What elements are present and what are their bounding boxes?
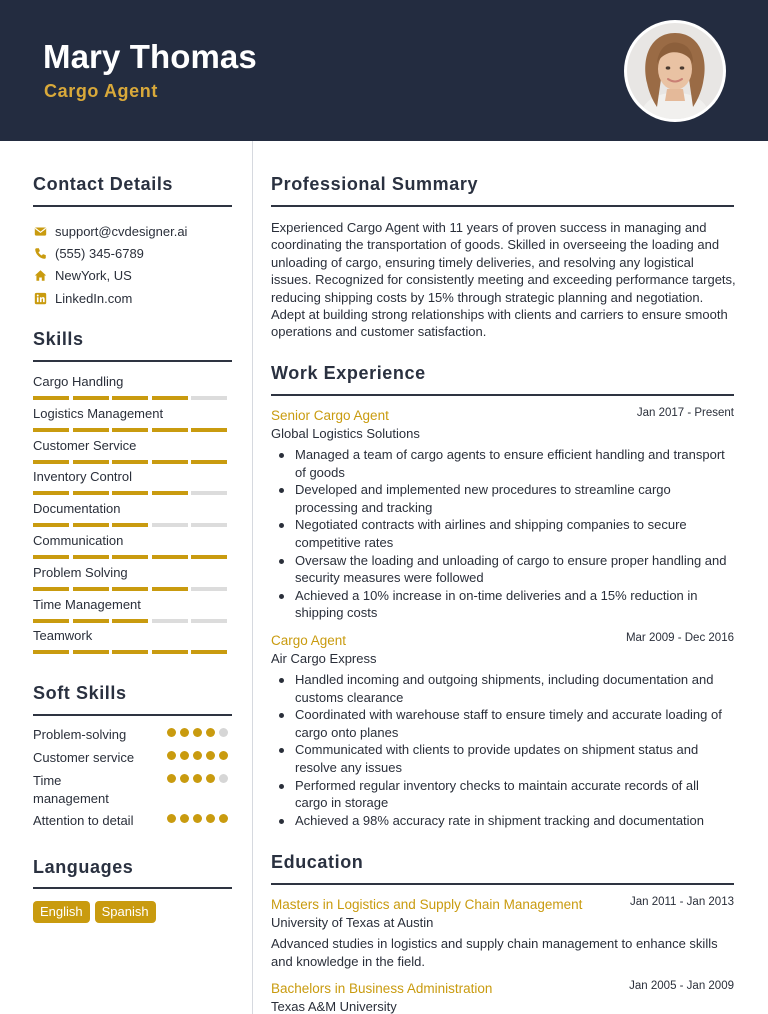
skill-level-segment — [112, 396, 148, 400]
soft-skill-name: Attention to detail — [33, 813, 134, 828]
job-date: Mar 2009 - Dec 2016 — [625, 632, 734, 644]
skill-level-segment — [152, 555, 188, 559]
list-item: Oversaw the loading and unloading of cargo to ensure proper handling and security measures were followed — [295, 552, 734, 587]
rating-dot — [167, 814, 176, 823]
skill-level-segment — [33, 428, 69, 432]
skill-level-segment — [152, 460, 188, 464]
skill-level-bar — [33, 587, 233, 591]
avatar — [627, 23, 723, 119]
language-badge: Spanish — [95, 901, 156, 923]
soft-skill-rating — [167, 728, 232, 737]
education-degree: Masters in Logistics and Supply Chain Management — [271, 897, 583, 912]
skill-level-segment — [73, 555, 109, 559]
rating-dot — [219, 814, 228, 823]
skill-level-segment — [191, 555, 227, 559]
skill-level-segment — [112, 491, 148, 495]
contact-heading-rule — [33, 205, 232, 207]
skill-level-segment — [33, 396, 69, 400]
skill-level-segment — [73, 650, 109, 654]
contact-linkedin[interactable] — [33, 287, 233, 309]
soft-skill-item — [33, 749, 233, 767]
job-date: Jan 2017 - Present — [636, 407, 734, 419]
skill-item — [33, 628, 233, 660]
skill-item — [33, 374, 233, 406]
candidate-name: Mary Thomas — [43, 38, 257, 75]
education-description: Advanced studies in logistics and supply chain management to enhance skills and knowledge in the field. — [271, 936, 718, 969]
education-entry — [271, 896, 734, 971]
summary-text: Experienced Cargo Agent with 11 years of proven success in managing and coordinating the transportation of goods. Skilled in overseeing the loading and unloading of cargo, ensuring timely deliveries, and resolving any logistical issues. Recognized for consistently meeting and exceeding performance targets, reducing shipping costs by 15% through strategic planning and negotiation. Adept at building strong relationships with clients and carriers to ensure smooth operations and customer satisfaction. — [271, 220, 736, 340]
list-item: Achieved a 10% increase in on-time deliveries and a 15% reduction in shipping costs — [295, 587, 734, 622]
soft-skill-name: Problem-solving — [33, 727, 127, 742]
education-school: Texas A&M University — [271, 999, 397, 1014]
list-item: Coordinated with warehouse staff to ensure timely and accurate loading of cargo onto planes — [295, 706, 734, 741]
skill-level-segment — [191, 396, 227, 400]
soft-skill-name: Time management — [33, 773, 109, 806]
contact-phone[interactable] — [33, 242, 233, 264]
languages-heading-rule — [33, 887, 232, 889]
list-item: Communicated with clients to provide updates on shipment status and resolve any issues — [295, 741, 734, 776]
skill-level-segment — [152, 619, 188, 623]
rating-dot — [167, 751, 176, 760]
list-item: Performed regular inventory checks to maintain accurate records of all cargo in storage — [295, 777, 734, 812]
soft-skill-item — [33, 726, 233, 744]
skill-name: Teamwork — [33, 628, 93, 644]
skill-level-bar — [33, 555, 233, 559]
rating-dot — [219, 774, 228, 783]
contact-list — [33, 220, 233, 309]
skill-level-segment — [73, 428, 109, 432]
skill-level-segment — [112, 460, 148, 464]
skill-item — [33, 565, 233, 597]
rating-dot — [180, 814, 189, 823]
summary-heading-rule — [271, 205, 734, 207]
contact-heading: Contact Details — [33, 174, 174, 194]
summary-heading: Professional Summary — [271, 174, 479, 194]
soft-skills-heading: Soft Skills — [33, 683, 127, 703]
experience-heading: Work Experience — [271, 363, 426, 383]
skill-level-segment — [73, 491, 109, 495]
skill-level-segment — [191, 650, 227, 654]
skills-heading-rule — [33, 360, 232, 362]
skill-level-segment — [33, 619, 69, 623]
skill-item — [33, 533, 233, 565]
linkedin-icon — [33, 291, 47, 305]
skill-level-segment — [33, 555, 69, 559]
skill-item — [33, 406, 233, 438]
rating-dot — [219, 728, 228, 737]
education-school: University of Texas at Austin — [271, 915, 434, 930]
education-degree: Bachelors in Business Administration — [271, 981, 493, 996]
skill-name: Cargo Handling — [33, 374, 124, 389]
skill-level-segment — [112, 555, 148, 559]
rating-dot — [193, 751, 202, 760]
rating-dot — [167, 728, 176, 737]
contact-email[interactable] — [33, 220, 233, 242]
skill-level-bar — [33, 396, 233, 400]
skill-level-segment — [33, 523, 69, 527]
skill-level-segment — [152, 650, 188, 654]
skill-level-bar — [33, 523, 233, 527]
contact-location — [33, 265, 233, 287]
rating-dot — [180, 774, 189, 783]
contact-location-text: NewYork, US — [55, 268, 132, 284]
soft-skill-item — [33, 772, 233, 807]
skill-item — [33, 501, 233, 533]
list-item: Developed and implemented new procedures to streamline cargo processing and tracking — [295, 481, 734, 516]
job-entry — [271, 407, 734, 622]
skill-level-segment — [73, 619, 109, 623]
skill-level-bar — [33, 460, 233, 464]
profile-photo — [624, 20, 726, 122]
phone-icon — [33, 246, 47, 260]
skill-level-segment — [152, 523, 188, 527]
soft-skills-heading-rule — [33, 714, 232, 716]
skill-level-segment — [191, 428, 227, 432]
education-date: Jan 2011 - Jan 2013 — [629, 896, 734, 908]
education-entry — [271, 980, 734, 1014]
soft-skill-name: Customer service — [33, 750, 135, 765]
skill-level-segment — [191, 619, 227, 623]
skill-level-bar — [33, 619, 233, 623]
languages-list — [33, 901, 161, 923]
skills-heading: Skills — [33, 329, 84, 349]
soft-skill-rating — [167, 814, 232, 823]
skill-name: Customer Service — [33, 437, 137, 453]
candidate-title: Cargo Agent — [44, 81, 158, 101]
rating-dot — [206, 751, 215, 760]
skill-level-segment — [152, 491, 188, 495]
skill-level-bar — [33, 491, 233, 495]
soft-skill-item — [33, 812, 233, 830]
job-bullets — [271, 446, 734, 622]
skill-item — [33, 438, 233, 470]
list-item: Negotiated contracts with airlines and shipping companies to secure competitive rates — [295, 516, 734, 551]
education-heading: Education — [271, 852, 364, 872]
rating-dot — [206, 728, 215, 737]
skill-level-segment — [112, 650, 148, 654]
contact-linkedin-text: LinkedIn.com — [55, 290, 133, 306]
contact-email-text: support@cvdesigner.ai — [55, 223, 188, 239]
skill-level-bar — [33, 650, 233, 654]
skill-level-segment — [73, 396, 109, 400]
job-title: Cargo Agent — [271, 633, 347, 648]
resume-header — [0, 0, 768, 141]
education-heading-rule — [271, 883, 734, 885]
education-date: Jan 2005 - Jan 2009 — [629, 980, 734, 992]
skills-list — [33, 374, 233, 660]
rating-dot — [180, 728, 189, 737]
contact-phone-text: (555) 345-6789 — [55, 245, 144, 261]
skill-item — [33, 597, 233, 629]
column-divider — [252, 141, 253, 1014]
skill-name: Logistics Management — [33, 405, 164, 421]
skill-level-bar — [33, 428, 233, 432]
experience-heading-rule — [271, 394, 734, 396]
skill-level-segment — [191, 460, 227, 464]
skill-level-segment — [152, 428, 188, 432]
rating-dot — [219, 751, 228, 760]
rating-dot — [206, 774, 215, 783]
language-badge: English — [33, 901, 90, 923]
skill-name: Communication — [33, 532, 124, 548]
skill-name: Time Management — [33, 596, 141, 612]
skill-level-segment — [191, 491, 227, 495]
rating-dot — [193, 774, 202, 783]
skill-name: Problem Solving — [33, 564, 128, 580]
rating-dot — [193, 728, 202, 737]
rating-dot — [180, 751, 189, 760]
skill-level-segment — [73, 523, 109, 527]
envelope-icon — [33, 224, 47, 238]
skill-level-segment — [112, 523, 148, 527]
skill-level-segment — [112, 428, 148, 432]
skill-level-segment — [191, 523, 227, 527]
rating-dot — [193, 814, 202, 823]
rating-dot — [206, 814, 215, 823]
skill-level-segment — [191, 587, 227, 591]
home-icon — [33, 269, 47, 283]
skill-item — [33, 469, 233, 501]
skill-level-segment — [33, 491, 69, 495]
soft-skill-rating — [167, 774, 232, 783]
job-title: Senior Cargo Agent — [271, 408, 389, 423]
list-item: Managed a team of cargo agents to ensure efficient handling and transport of goods — [295, 446, 734, 481]
skill-level-segment — [33, 460, 69, 464]
list-item: Handled incoming and outgoing shipments, including documentation and customs clearance — [295, 671, 734, 706]
skill-name: Documentation — [33, 501, 121, 517]
skill-level-segment — [33, 587, 69, 591]
skill-level-segment — [112, 619, 148, 623]
job-bullets — [271, 671, 734, 829]
job-company: Global Logistics Solutions — [271, 426, 420, 441]
skill-name: Inventory Control — [33, 469, 132, 485]
soft-skill-rating — [167, 751, 232, 760]
skill-level-segment — [33, 650, 69, 654]
list-item: Achieved a 98% accuracy rate in shipment tracking and documentation — [295, 812, 734, 830]
skill-level-segment — [112, 587, 148, 591]
languages-heading: Languages — [33, 857, 134, 877]
rating-dot — [167, 774, 176, 783]
job-entry — [271, 632, 734, 829]
job-company: Air Cargo Express — [271, 651, 377, 666]
skill-level-segment — [73, 587, 109, 591]
skill-level-segment — [73, 460, 109, 464]
skill-level-segment — [152, 587, 188, 591]
skill-level-segment — [152, 396, 188, 400]
